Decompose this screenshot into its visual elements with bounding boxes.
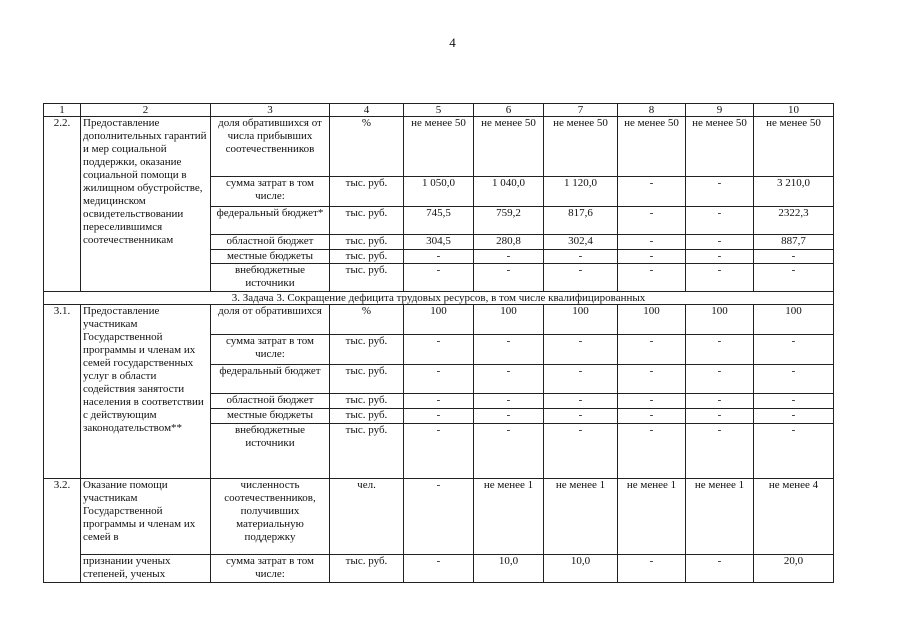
value-cell: не менее 50 — [404, 117, 474, 177]
page-number: 4 — [449, 35, 456, 50]
value-cell: - — [618, 555, 686, 583]
value-cell: - — [474, 335, 544, 365]
value-cell: не менее 4 — [754, 479, 834, 555]
indicator-cell: сумма затрат в том числе: — [211, 555, 330, 583]
value-cell: - — [686, 424, 754, 479]
indicator-cell: доля обратившихся от числа прибывших соотечественников — [211, 117, 330, 177]
value-cell: - — [474, 264, 544, 292]
unit-cell: тыс. руб. — [330, 335, 404, 365]
value-cell: - — [404, 424, 474, 479]
value-cell: 2322,3 — [754, 207, 834, 235]
value-cell: - — [474, 394, 544, 409]
value-cell: - — [544, 335, 618, 365]
value-cell: 280,8 — [474, 235, 544, 250]
column-number-row — [44, 104, 834, 117]
value-cell: 100 — [686, 305, 754, 335]
unit-cell: тыс. руб. — [330, 409, 404, 424]
value-cell: - — [618, 365, 686, 394]
unit-cell: тыс. руб. — [330, 424, 404, 479]
value-cell: 10,0 — [544, 555, 618, 583]
indicator-cell: сумма затрат в том числе: — [211, 335, 330, 365]
value-cell: - — [754, 264, 834, 292]
table-row — [44, 117, 834, 177]
value-cell: - — [618, 394, 686, 409]
unit-cell: тыс. руб. — [330, 177, 404, 207]
column-number: 4 — [330, 104, 404, 117]
column-number: 8 — [618, 104, 686, 117]
column-number: 6 — [474, 104, 544, 117]
value-cell: - — [474, 424, 544, 479]
value-cell: - — [618, 207, 686, 235]
value-cell: не менее 50 — [754, 117, 834, 177]
value-cell: - — [754, 394, 834, 409]
row-number: 3.1. — [44, 305, 81, 479]
section-row — [44, 292, 834, 305]
value-cell: - — [618, 235, 686, 250]
value-cell: 100 — [474, 305, 544, 335]
unit-cell: % — [330, 305, 404, 335]
unit-cell: тыс. руб. — [330, 264, 404, 292]
value-cell: - — [686, 409, 754, 424]
unit-cell: тыс. руб. — [330, 235, 404, 250]
value-cell: 759,2 — [474, 207, 544, 235]
indicator-cell: местные бюджеты — [211, 250, 330, 264]
value-cell: - — [544, 365, 618, 394]
section-title: 3. Задача 3. Сокращение дефицита трудовых ресурсов, в том числе квалифицированных — [44, 292, 834, 305]
value-cell: - — [754, 250, 834, 264]
column-number: 1 — [44, 104, 81, 117]
value-cell: не менее 1 — [474, 479, 544, 555]
unit-cell: тыс. руб. — [330, 207, 404, 235]
value-cell: - — [618, 250, 686, 264]
value-cell: 302,4 — [544, 235, 618, 250]
value-cell: 1 120,0 — [544, 177, 618, 207]
value-cell: - — [686, 555, 754, 583]
value-cell: - — [686, 264, 754, 292]
value-cell: не менее 1 — [544, 479, 618, 555]
value-cell: 887,7 — [754, 235, 834, 250]
value-cell: 3 210,0 — [754, 177, 834, 207]
value-cell: 100 — [754, 305, 834, 335]
measure-description: Оказание помощи участникам Государственной программы и членам их семей в — [81, 479, 211, 555]
value-cell: - — [404, 409, 474, 424]
value-cell: 10,0 — [474, 555, 544, 583]
value-cell: - — [404, 335, 474, 365]
value-cell: 745,5 — [404, 207, 474, 235]
indicator-cell: федеральный бюджет* — [211, 207, 330, 235]
value-cell: - — [618, 409, 686, 424]
indicator-cell: внебюджетные источники — [211, 424, 330, 479]
unit-cell: тыс. руб. — [330, 250, 404, 264]
unit-cell: тыс. руб. — [330, 555, 404, 583]
value-cell: - — [474, 409, 544, 424]
column-number: 3 — [211, 104, 330, 117]
indicator-cell: областной бюджет — [211, 235, 330, 250]
measure-description: Предоставление дополнительных гарантий и мер социальной поддержки, оказание социальной помощи в жилищном обустройстве, медицинском освидетельствовании переселившимся соотечественникам — [81, 117, 211, 292]
value-cell: - — [404, 250, 474, 264]
value-cell: - — [474, 365, 544, 394]
value-cell: не менее 50 — [686, 117, 754, 177]
value-cell: 100 — [618, 305, 686, 335]
value-cell: не менее 50 — [474, 117, 544, 177]
value-cell: 304,5 — [404, 235, 474, 250]
value-cell: - — [474, 250, 544, 264]
value-cell: 817,6 — [544, 207, 618, 235]
value-cell: не менее 50 — [544, 117, 618, 177]
indicator-cell: внебюджетные источники — [211, 264, 330, 292]
unit-cell: тыс. руб. — [330, 365, 404, 394]
value-cell: - — [754, 424, 834, 479]
value-cell: - — [686, 394, 754, 409]
column-number: 2 — [81, 104, 211, 117]
value-cell: - — [404, 479, 474, 555]
value-cell: - — [686, 235, 754, 250]
value-cell: - — [544, 394, 618, 409]
value-cell: - — [754, 365, 834, 394]
value-cell: - — [404, 264, 474, 292]
measure-description: Предоставление участникам Государственной программы и членам их семей государственных услуг в области содействия занятости населения в соответствии с действующим законодательством** — [81, 305, 211, 479]
value-cell: - — [618, 335, 686, 365]
value-cell: - — [686, 207, 754, 235]
value-cell: - — [544, 264, 618, 292]
value-cell: - — [686, 177, 754, 207]
value-cell: - — [754, 335, 834, 365]
unit-cell: чел. — [330, 479, 404, 555]
value-cell: - — [544, 409, 618, 424]
value-cell: 20,0 — [754, 555, 834, 583]
row-number: 3.2. — [44, 479, 81, 583]
value-cell: 1 040,0 — [474, 177, 544, 207]
value-cell: 1 050,0 — [404, 177, 474, 207]
measure-description-continued: признании ученых степеней, ученых — [81, 555, 211, 583]
value-cell: - — [618, 424, 686, 479]
value-cell: 100 — [544, 305, 618, 335]
value-cell: - — [404, 394, 474, 409]
table-row — [44, 479, 834, 555]
value-cell: 100 — [404, 305, 474, 335]
value-cell: - — [686, 335, 754, 365]
indicator-cell: федеральный бюджет — [211, 365, 330, 394]
value-cell: - — [404, 555, 474, 583]
value-cell: не менее 50 — [618, 117, 686, 177]
table-row — [44, 305, 834, 335]
indicator-cell: доля от обратившихся — [211, 305, 330, 335]
value-cell: - — [754, 409, 834, 424]
value-cell: - — [544, 424, 618, 479]
value-cell: - — [686, 365, 754, 394]
indicator-cell: местные бюджеты — [211, 409, 330, 424]
table-row — [44, 555, 834, 583]
program-table — [43, 103, 834, 583]
indicator-cell: областной бюджет — [211, 394, 330, 409]
value-cell: - — [404, 365, 474, 394]
unit-cell: % — [330, 117, 404, 177]
value-cell: не менее 1 — [686, 479, 754, 555]
unit-cell: тыс. руб. — [330, 394, 404, 409]
column-number: 5 — [404, 104, 474, 117]
value-cell: - — [618, 264, 686, 292]
column-number: 9 — [686, 104, 754, 117]
value-cell: - — [544, 250, 618, 264]
row-number: 2.2. — [44, 117, 81, 292]
value-cell: не менее 1 — [618, 479, 686, 555]
indicator-cell: численность соотечественников, получивших материальную поддержку — [211, 479, 330, 555]
value-cell: - — [618, 177, 686, 207]
value-cell: - — [686, 250, 754, 264]
column-number: 7 — [544, 104, 618, 117]
indicator-cell: сумма затрат в том числе: — [211, 177, 330, 207]
column-number: 10 — [754, 104, 834, 117]
